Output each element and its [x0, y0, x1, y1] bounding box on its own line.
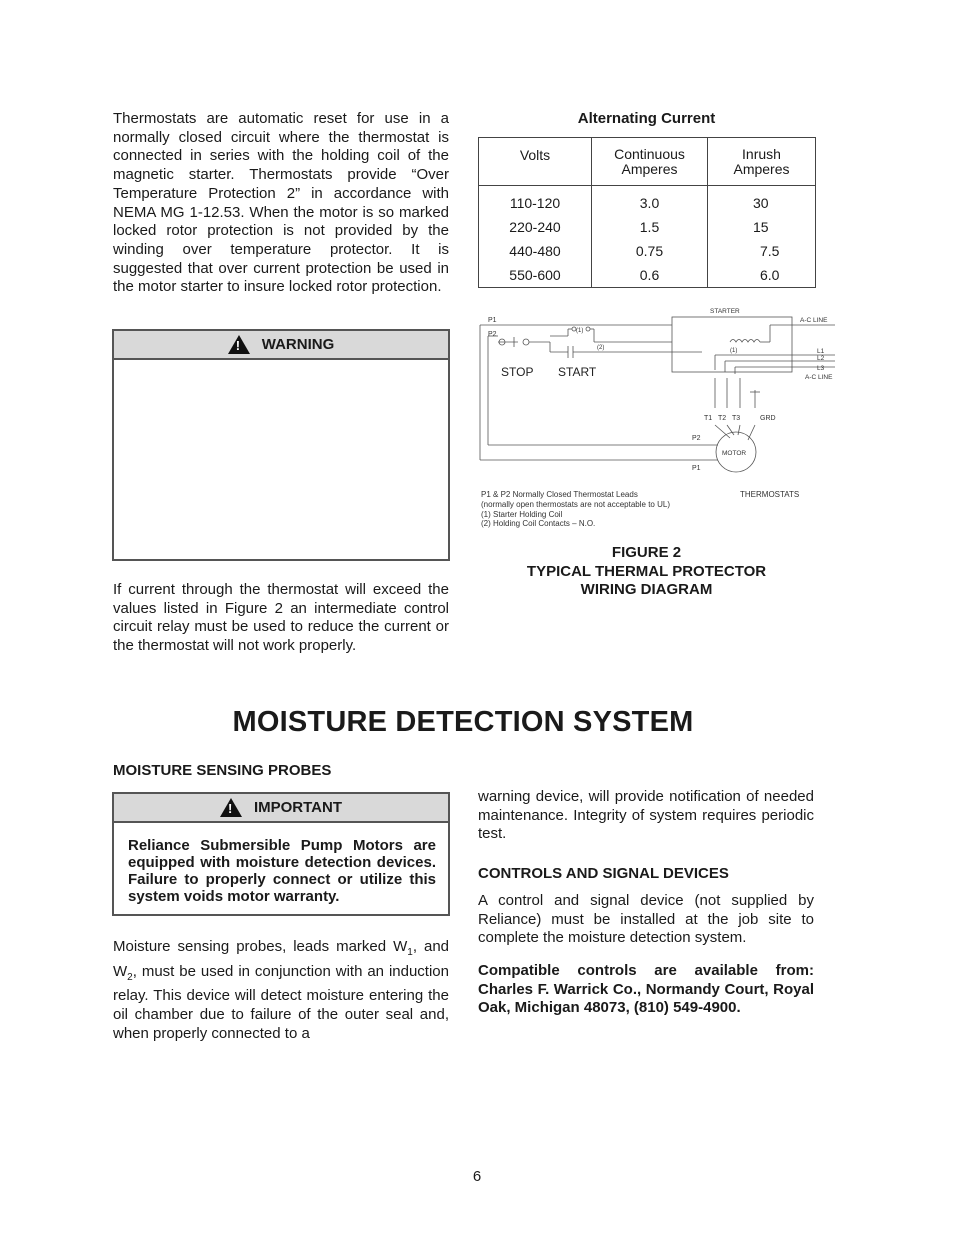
warning-icon: ! [220, 798, 242, 817]
label-start: START [558, 365, 597, 379]
table-cell: 220-240 [509, 219, 561, 235]
probes-heading: MOISTURE SENSING PROBES [113, 762, 332, 779]
intro-paragraph: Thermostats are automatic reset for use in a normally closed circuit where the thermostat is connected in series with the holding coil of the magnetic starter. Thermostats provide “Over Temperature Protection 2” in accordance with NEMA MG 1-12.53. When the motor is so marked locked rotor protection is not provided by the winding over temperature protector. It is suggested that over current protection be used in the motor starter to insure locked rotor protection. [113, 110, 449, 296]
warning-label: WARNING [261, 336, 335, 353]
label-t2: T2 [718, 415, 727, 422]
figure-caption [478, 544, 815, 600]
label-p1-top: P1 [488, 317, 497, 324]
page-number: 6 [472, 1168, 482, 1185]
label-l3: L3 [817, 365, 825, 372]
diagram-note: (2) Holding Coil Contacts – N.O. [481, 519, 596, 528]
important-box [112, 792, 450, 916]
probes-paragraph: Moisture sensing probes, leads marked $W_1$, and $W_2$, must be used in conjunction with an induction relay. This device will detect moisture entering the oil chamber due to failure of the outer seal and, when properly connected to a [113, 938, 449, 1042]
label-l2: L2 [817, 355, 825, 362]
label-coil-1: (1) [730, 348, 738, 354]
table-cell: 440-480 [509, 243, 561, 259]
table-row [479, 215, 815, 239]
warning-icon: ! [228, 335, 250, 354]
label-p1-motor: P1 [692, 465, 701, 472]
current-table [478, 137, 816, 288]
table-cell: 0.75 [592, 239, 708, 263]
table-title: Alternating Current [577, 110, 716, 127]
important-header [114, 794, 448, 823]
table-row [479, 239, 815, 263]
label-motor: MOTOR [722, 450, 747, 457]
figure-caption-line: FIGURE 2 [611, 544, 682, 561]
important-text: Reliance Submersible Pump Motors are equipped with moisture detection devices. Failure to properly connect or utilize this system voids motor warranty. [128, 837, 436, 905]
warning-header [114, 331, 448, 360]
table-cell: 550-600 [509, 267, 561, 283]
label-ac-line-bottom: A-C LINE [805, 374, 833, 381]
table-row [479, 191, 815, 215]
diagram-note: P1 & P2 Normally Closed Thermostat Leads [481, 490, 638, 499]
diagram-note: (normally open thermostats are not acceptable to UL) [481, 500, 670, 509]
table-row [479, 263, 815, 287]
compatible-paragraph: Compatible controls are available from: Charles F. Warrick Co., Normandy Court, Royal Oak, Michigan 48073, (810) 549-4900. [478, 962, 814, 1017]
table-cell: 3.0 [592, 191, 708, 215]
table-cell: 110-120 [509, 195, 561, 211]
label-p2-motor: P2 [692, 435, 701, 442]
label-p2-top: P2 [488, 331, 497, 338]
controls-heading: CONTROLS AND SIGNAL DEVICES [478, 865, 729, 882]
header-volts: Volts [519, 147, 551, 163]
label-contact-2: (2) [597, 345, 605, 351]
label-contact-1: (1) [576, 328, 584, 334]
label-t3: T3 [732, 415, 741, 422]
label-starter: STARTER [710, 308, 740, 315]
section-title: MOISTURE DETECTION SYSTEM [232, 706, 694, 738]
label-thermostats: THERMOSTATS [740, 490, 800, 499]
section-title-wrap [0, 706, 926, 739]
label-stop: STOP [501, 365, 534, 379]
figure-caption-line: WIRING DIAGRAM [580, 581, 713, 598]
diagram-note: (1) Starter Holding Coil [481, 510, 563, 519]
table-cell: 0.6 [592, 263, 708, 287]
figure-caption-line: TYPICAL THERMAL PROTECTOR [526, 562, 767, 580]
table-cell: 30 [708, 191, 816, 215]
table-cell: 1.5 [592, 215, 708, 239]
table-grid [479, 138, 815, 287]
header-inrush: Inrush Amperes [708, 138, 816, 185]
wiring-diagram [470, 300, 850, 535]
label-t1: T1 [704, 415, 713, 422]
label-ac-line-top: A-C LINE [800, 317, 828, 324]
warning-box [112, 329, 450, 561]
table-header-row [479, 138, 815, 185]
header-continuous: Continuous Amperes [592, 138, 708, 185]
table-cell: 7.5 [708, 239, 816, 263]
table-cell: 15 [708, 215, 816, 239]
current-paragraph: If current through the thermostat will exceed the values listed in Figure 2 an intermediate control circuit relay must be used to reduce the current or the thermostat will not work properly. [113, 581, 449, 655]
continuation-paragraph: warning device, will provide notification of needed maintenance. Integrity of system requires periodic test. [478, 788, 814, 843]
controls-paragraph: A control and signal device (not supplied by Reliance) must be installed at the job site to complete the moisture detection system. [478, 892, 814, 947]
label-grd: GRD [760, 415, 776, 422]
table-cell: 6.0 [708, 263, 816, 287]
important-label: IMPORTANT [253, 799, 343, 816]
label-l1: L1 [817, 348, 825, 355]
